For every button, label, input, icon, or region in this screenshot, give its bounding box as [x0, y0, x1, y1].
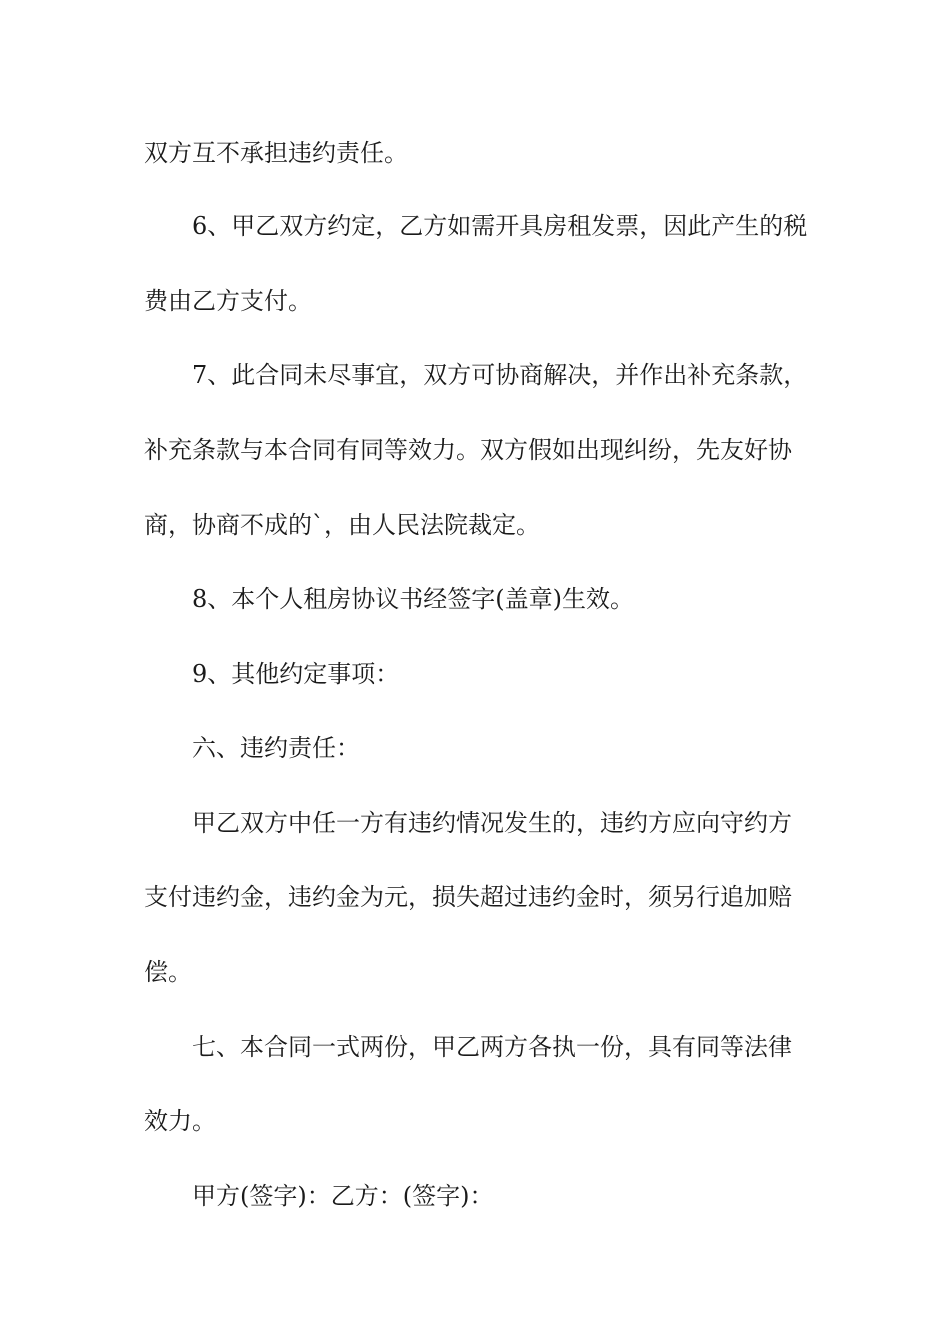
signature-line: 甲方(签字)：乙方：(签字)： [192, 1182, 494, 1210]
section-heading-copies: 七、本合同一式两份，甲乙两方各执一份，具有同等法律 [192, 1033, 792, 1061]
clause-9-line: 9、其他约定事项： [192, 660, 400, 688]
text-line: 支付违约金，违约金为元，损失超过违约金时，须另行追加赔 [144, 883, 792, 911]
text-line: 甲乙双方中任一方有违约情况发生的，违约方应向守约方 [192, 809, 792, 837]
clause-8-line: 8、本个人租房协议书经签字(盖章)生效。 [192, 585, 634, 613]
text-line: 商，协商不成的`，由人民法院裁定。 [144, 511, 540, 539]
clause-6-line: 6、甲乙双方约定，乙方如需开具房租发票，因此产生的税 [192, 212, 808, 240]
text-line: 补充条款与本合同有同等效力。双方假如出现纠纷，先友好协 [144, 436, 792, 464]
text-line: 效力。 [144, 1107, 216, 1135]
clause-7-line: 7、此合同未尽事宜，双方可协商解决，并作出补充条款， [192, 361, 808, 389]
text-line: 费由乙方支付。 [144, 287, 312, 315]
section-heading-breach: 六、违约责任： [192, 734, 360, 762]
text-line: 偿。 [144, 958, 192, 986]
text-line: 双方互不承担违约责任。 [144, 139, 408, 167]
